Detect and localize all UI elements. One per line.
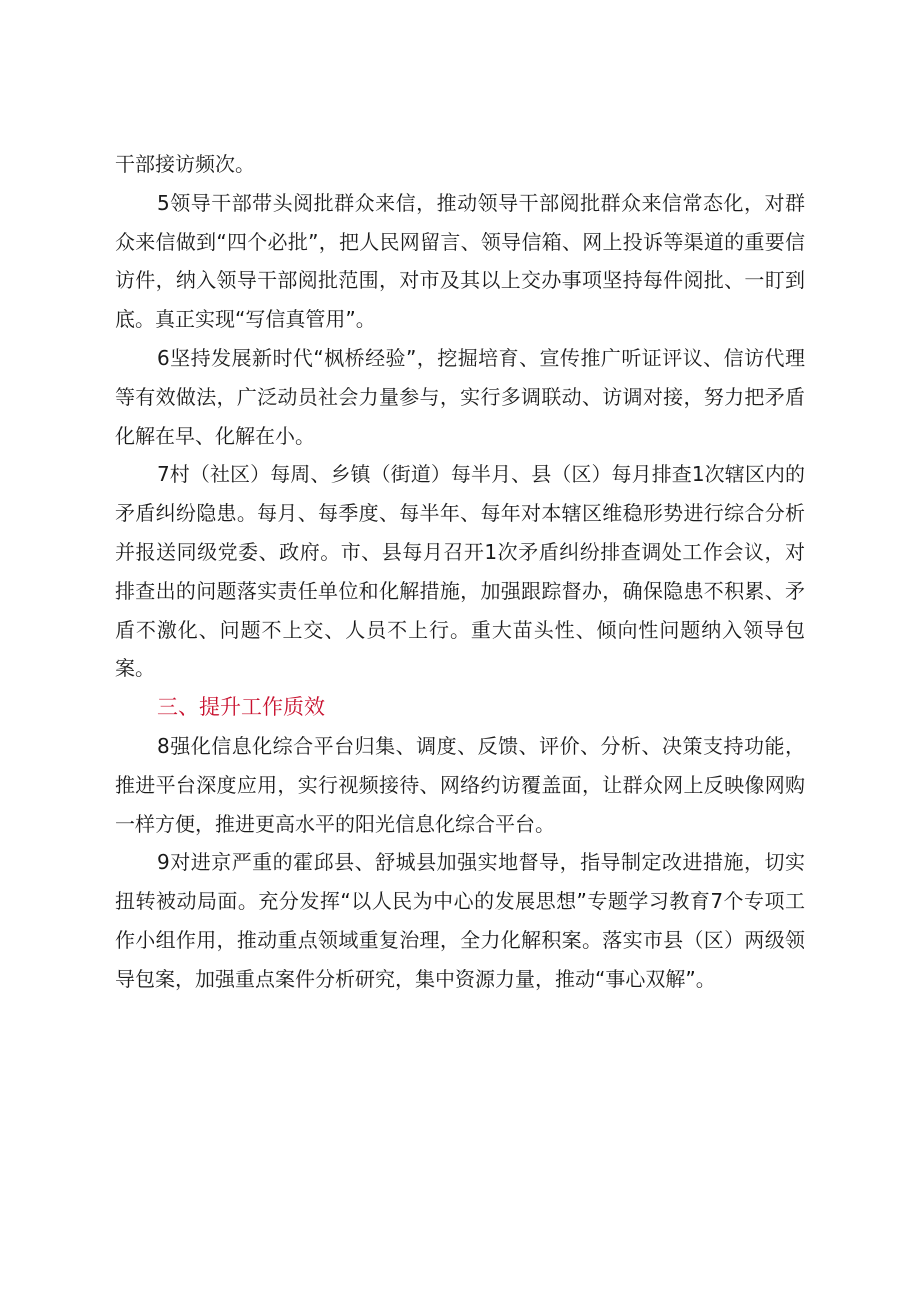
paragraph-item-8: 8强化信息化综合平台归集、调度、反馈、评价、分析、决策支持功能，推进平台深度应用，实行视频接待、网络约访覆盖面，让群众网上反映像网购一样方便，推进更高水平的阳光信息化综合平台。 xyxy=(115,733,805,836)
paragraph-item-5: 5领导干部带头阅批群众来信，推动领导干部阅批群众来信常态化，对群众来信做到“四个必批”，把人民网留言、领导信箱、网上投诉等渠道的重要信访件，纳入领导干部阅批范围，对市及其以上交办事项坚持每件阅批、一盯到底。真正实现“写信真管用”。 xyxy=(115,190,805,332)
paragraph-continuation: 干部接访频次。 xyxy=(115,152,255,176)
paragraph-item-9: 9对进京严重的霍邱县、舒城县加强实地督导，指导制定改进措施，切实扭转被动局面。充分发挥“以人民为中心的发展思想”专题学习教育7个专项工作小组作用，推动重点领域重复治理，全力化解积案。落实市县（区）两级领导包案，加强重点案件分析研究，集中资源力量，推动“事心双解”。 xyxy=(115,850,805,991)
paragraph-item-6: 6坚持发展新时代“枫桥经验”，挖掘培育、宣传推广听证评议、信访代理等有效做法，广泛动员社会力量参与，实行多调联动、访调对接，努力把矛盾化解在早、化解在小。 xyxy=(115,345,805,448)
paragraph-item-7: 7村（社区）每周、乡镇（街道）每半月、县（区）每月排查1次辖区内的矛盾纠纷隐患。每月、每季度、每半年、每年对本辖区维稳形势进行综合分析并报送同级党委、政府。市、县每月召开1次矛盾纠纷排查调处工作会议，对排查出的问题落实责任单位和化解措施，加强跟踪督办，确保隐患不积累、矛盾不激化、问题不上交、人员不上行。重大苗头性、倾向性问题纳入领导包案。 xyxy=(115,462,805,681)
document-body xyxy=(115,145,805,999)
section-heading: 三、提升工作质效 xyxy=(157,695,325,720)
